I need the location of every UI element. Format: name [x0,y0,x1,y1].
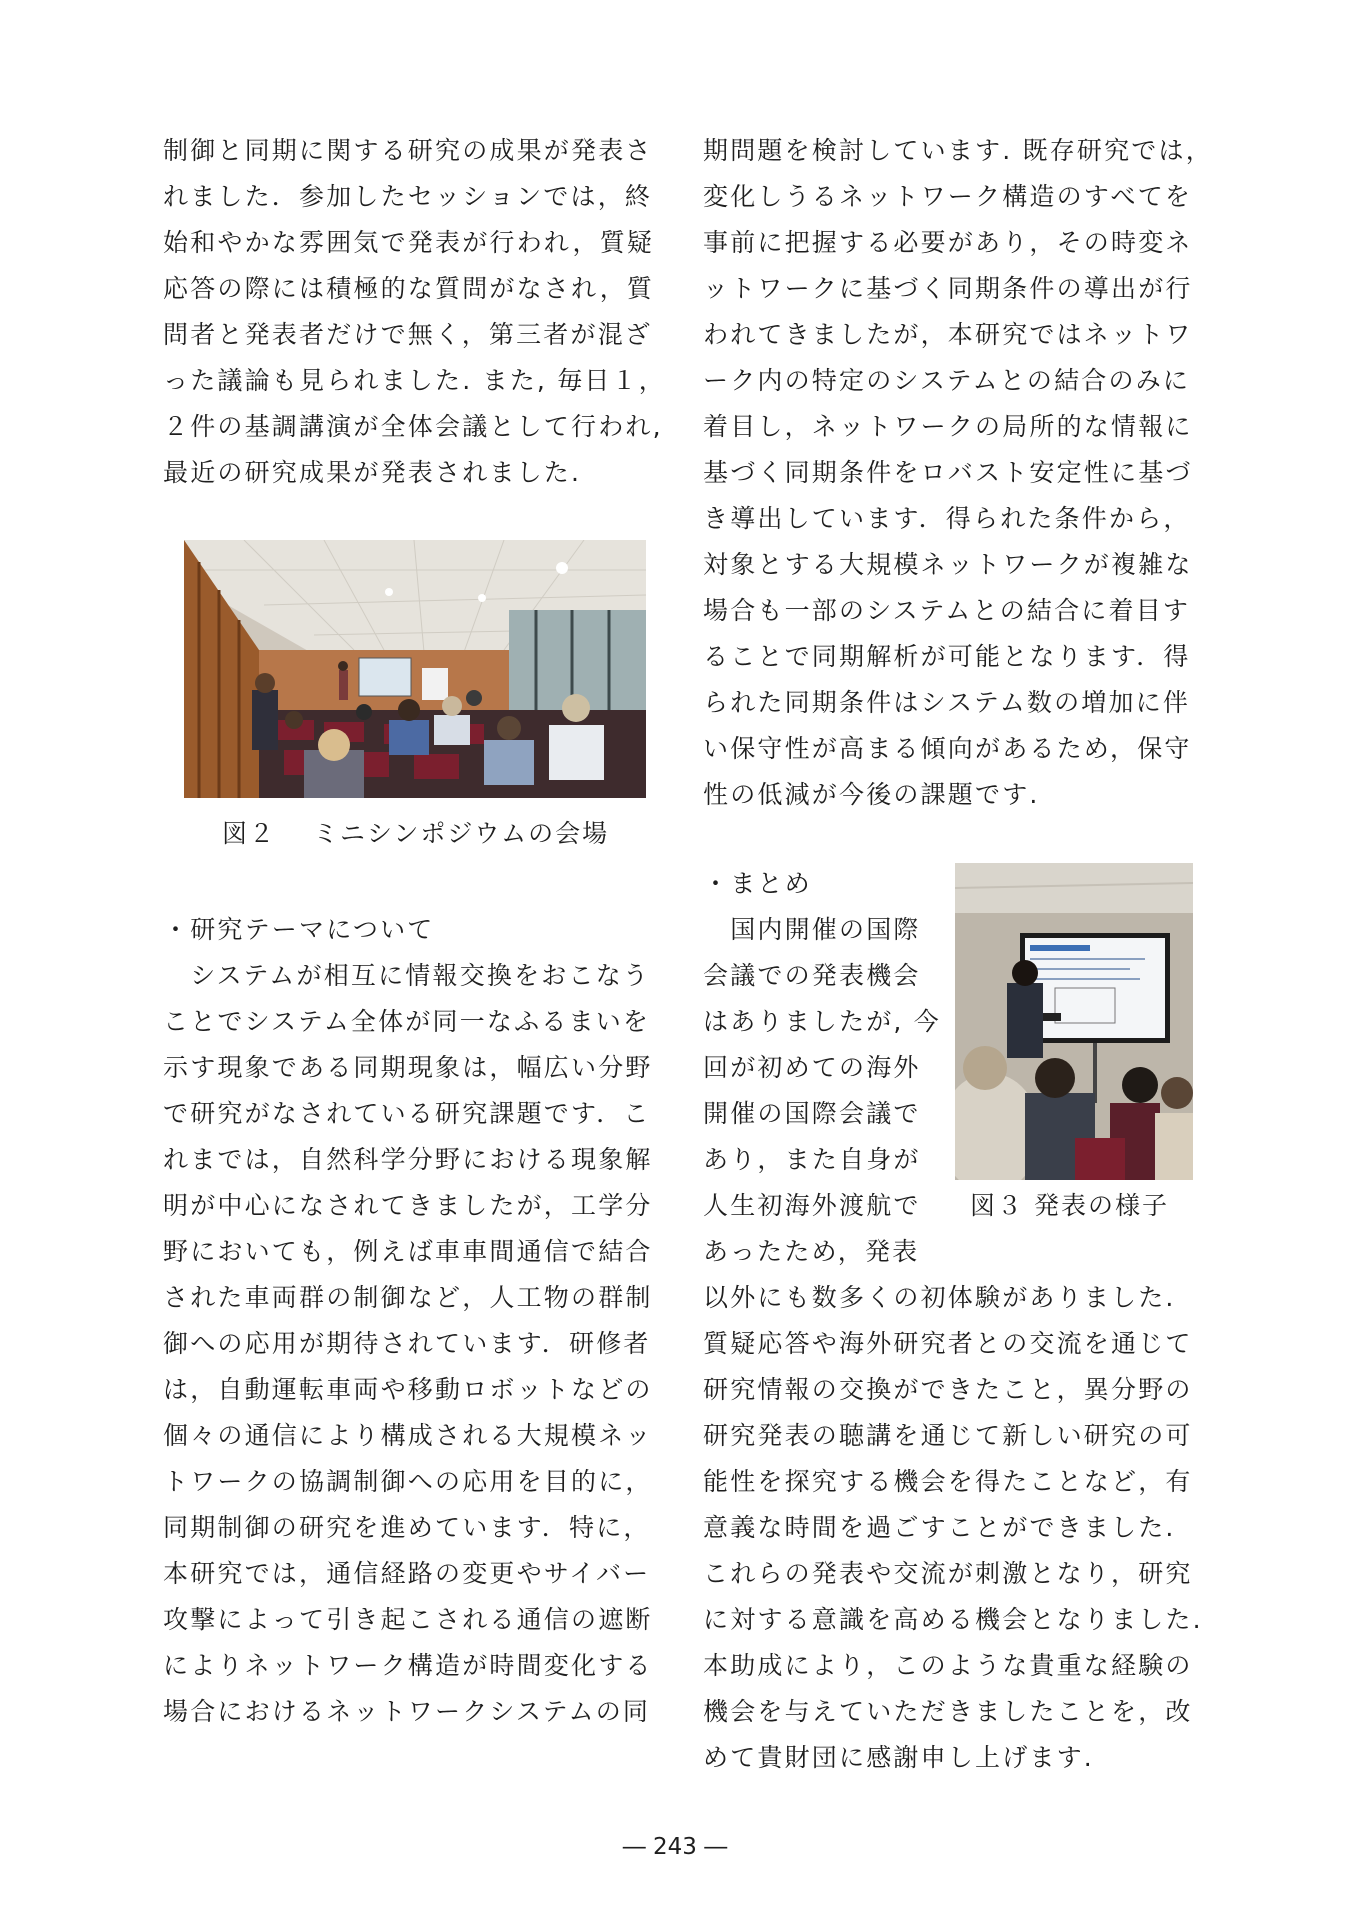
body-line: された車両群の制御など，人工物の群制 [163,1283,653,1312]
body-line: はありましたが, 今 [703,1007,941,1036]
body-line: 性の低減が今後の課題です. [703,780,1040,809]
body-line: 対象とする大規模ネットワークが複雑な [703,550,1193,579]
body-line: 能性を探究する機会を得たことなど，有 [703,1467,1193,1496]
body-line: ２件の基調講演が全体会議として行われ, [163,412,663,441]
body-line: 機会を与えていただきましたことを，改 [703,1697,1193,1726]
body-line: 同期制御の研究を進めています．特に， [163,1513,651,1542]
body-line: 基づく同期条件をロバスト安定性に基づ [703,458,1193,487]
body-line: これらの発表や交流が刺激となり，研究 [703,1559,1193,1588]
body-line: 研究情報の交換ができたこと，異分野の [703,1375,1193,1404]
body-line: 質疑応答や海外研究者との交流を通じて [703,1329,1193,1358]
page-number: ― 243 ― [622,1834,728,1860]
body-line: 着目し，ネットワークの局所的な情報に [703,412,1193,441]
body-line: られた同期条件はシステム数の増加に伴 [703,688,1191,717]
body-line: 攻撃によって引き起こされる通信の遮断 [163,1605,653,1634]
body-line: 事前に把握する必要があり，その時変ネ [703,228,1193,257]
body-line: 問者と発表者だけで無く，第三者が混ざ [163,320,653,349]
body-line: われてきましたが，本研究ではネットワ [703,320,1193,349]
body-line: 明が中心になされてきましたが，工学分 [163,1191,653,1220]
body-line: い保守性が高まる傾向があるため，保守 [703,734,1192,763]
body-line: ーク内の特定のシステムとの結合のみに [703,366,1191,395]
body-line: 場合におけるネットワークシステムの同 [163,1697,651,1726]
body-line: 以外にも数多くの初体験がありました. [703,1283,1176,1312]
figure3-photo [955,863,1193,1180]
body-line: 最近の研究成果が発表されました. [163,458,582,487]
body-line: ットワークに基づく同期条件の導出が行 [703,274,1193,303]
body-line: れました．参加したセッションでは，終 [163,182,653,211]
body-line: によりネットワーク構造が時間変化する [163,1651,653,1680]
body-line: に対する意識を高める機会となりました. [703,1605,1203,1634]
section-heading: ・まとめ [703,869,812,898]
body-line: あったため，発表 [703,1237,920,1266]
body-line: 御への応用が期待されています．研修者 [163,1329,651,1358]
body-line: 意義な時間を過ごすことができました. [703,1513,1176,1542]
body-line: 人生初海外渡航で [703,1191,921,1220]
body-line: れまでは，自然科学分野における現象解 [163,1145,653,1174]
body-line: 応答の際には積極的な質問がなされ，質 [163,274,655,303]
body-line: で研究がなされている研究課題です．こ [163,1099,651,1128]
body-line: 始和やかな雰囲気で発表が行われ，質疑 [163,228,655,257]
body-line: 変化しうるネットワーク構造のすべてを [703,182,1193,211]
body-line: めて貴財団に感謝申し上げます. [703,1743,1094,1772]
body-line: あり，また自身が [703,1145,921,1174]
body-line: 本研究では，通信経路の変更やサイバー [163,1559,651,1588]
body-line: は，自動運転車両や移動ロボットなどの [163,1375,653,1404]
body-line: 回が初めての海外 [703,1053,921,1082]
body-line: トワークの協調制御への応用を目的に， [163,1467,653,1496]
body-line: ことでシステム全体が同一なふるまいを [163,1007,651,1036]
section-heading: ・研究テーマについて [163,915,435,944]
body-line: システムが相互に情報交換をおこなう [163,961,651,990]
body-line: 会議での発表機会 [703,961,921,990]
body-line: った議論も見られました. また, 毎日１， [163,366,666,395]
body-line: 示す現象である同期現象は，幅広い分野 [163,1053,653,1082]
body-line: き導出しています．得られた条件から， [703,504,1191,533]
body-line: 研究発表の聴講を通じて新しい研究の可 [703,1421,1193,1450]
body-line: 開催の国際会議で [703,1099,921,1128]
figure2-caption: 図２ ミニシンポジウムの会場 [222,819,610,848]
body-line: 個々の通信により構成される大規模ネッ [163,1421,653,1450]
body-line: 制御と同期に関する研究の成果が発表さ [163,136,653,165]
body-line: 国内開催の国際 [703,915,921,944]
body-line: 場合も一部のシステムとの結合に着目す [703,596,1191,625]
body-line: 野においても，例えば車車間通信で結合 [163,1237,653,1266]
body-line: ることで同期解析が可能となります．得 [703,642,1191,671]
figure2-photo [184,540,646,798]
figure3-caption: 図３ 発表の様子 [970,1191,1169,1220]
body-line: 本助成により，このような貴重な経験の [703,1651,1193,1680]
body-line: 期問題を検討しています. 既存研究では， [703,136,1213,165]
